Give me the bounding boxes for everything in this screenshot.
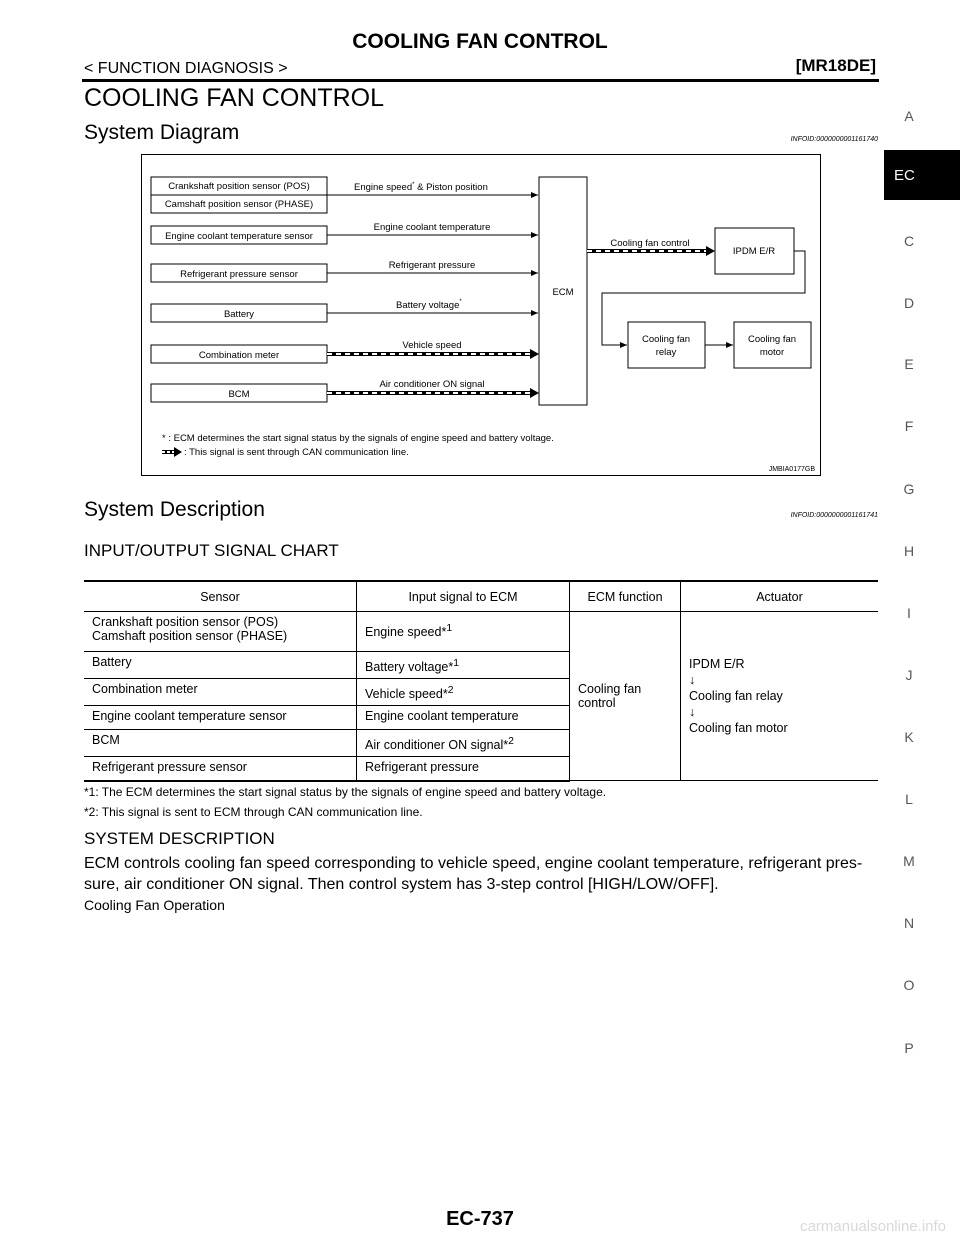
running-title: COOLING FAN CONTROL [352,30,608,53]
io-chart-heading: INPUT/OUTPUT SIGNAL CHART [84,541,339,560]
system-diagram-svg [142,155,820,475]
relay-label-2: relay [655,347,677,358]
sensor-cell: Battery [84,652,357,679]
diagram-note-can: : This signal is sent through CAN communication line. [184,447,409,458]
io-signal-table [84,580,878,782]
sidebar-letter-g[interactable]: G [903,481,915,497]
table-header-row [84,581,878,612]
battery-signal-label: Battery voltage* [396,299,462,311]
signal-cell: Engine coolant temperature [357,706,570,730]
ecm-function-cell: Cooling fan control [570,612,681,781]
col-header-ecm-function: ECM function [570,581,681,612]
ipdm-label: IPDM E/R [732,246,776,257]
battery-label: Battery [223,309,255,320]
actuator-cell: IPDM E/R ↓ Cooling fan relay ↓ Cooling fan motor [681,612,879,781]
cooling-fan-operation-label: Cooling Fan Operation [84,897,225,913]
coolant-sensor-label: Engine coolant temperature sensor [165,231,313,242]
sidebar-letter-k[interactable]: K [904,729,914,745]
page-title: COOLING FAN CONTROL [84,84,385,112]
sensor-cell: Combination meter [84,679,357,706]
watermark: carmanualsonline.info [800,1218,946,1235]
system-description-heading: System Description [84,498,265,521]
sensor-cell: BCM [84,730,357,757]
signal-cell: Engine speed*$^1$ [357,612,570,652]
down-arrow-icon: ↓ [689,705,696,719]
system-description-infoid: INFOID:0000000001161741 [790,512,878,519]
section-label: < FUNCTION DIAGNOSIS > [84,60,288,77]
sensor-cell: Engine coolant temperature sensor [84,706,357,730]
sidebar-letter-n[interactable]: N [903,915,915,931]
sidebar-letter-j[interactable]: J [905,667,913,683]
sidebar-letter-d[interactable]: D [903,295,915,311]
sidebar-letter-l[interactable]: L [905,791,913,807]
ecm-label: ECM [552,287,574,298]
col-header-input: Input signal to ECM [357,581,570,612]
col-header-sensor: Sensor [84,581,357,612]
cam-label: Camshaft position sensor (PHASE) [164,199,314,210]
sidebar-letter-a[interactable]: A [904,108,914,124]
sidebar-letter-o[interactable]: O [903,977,915,993]
diagram-note-star: * : ECM determines the start signal status by the signals of engine speed and battery voltage. [162,433,554,444]
table-note-1: *1: The ECM determines the start signal status by the signals of engine speed and battery voltage. [84,785,607,799]
signal-cell: Air conditioner ON signal*$^2$ [357,730,570,757]
vehicle-speed-label: Vehicle speed [402,340,462,351]
col-header-actuator: Actuator [681,581,879,612]
sidebar-letter-h[interactable]: H [903,543,915,559]
table-note-2: *2: This signal is sent to ECM through CAN communication line. [84,805,423,819]
system-diagram [141,154,821,476]
page-number: EC-737 [446,1208,514,1230]
sidebar-tab-ec[interactable]: EC [884,150,960,200]
relay-label-1: Cooling fan [641,334,691,345]
header-rule [82,79,879,82]
system-diagram-heading: System Diagram [84,121,240,144]
motor-label-2: motor [759,347,785,358]
sidebar-letter-e[interactable]: E [904,356,914,372]
refrig-signal-label: Refrigerant pressure [388,260,476,271]
fan-control-label: Cooling fan control [610,238,690,249]
sidebar-letter-m[interactable]: M [903,853,915,869]
signal-cell: Vehicle speed*$^2$ [357,679,570,706]
system-diagram-infoid: INFOID:0000000001161740 [790,136,878,143]
meter-label: Combination meter [198,350,280,361]
sidebar-letter-p[interactable]: P [904,1040,914,1056]
engine-speed-label: Engine speed* & Piston position [354,182,488,193]
engine-code: [MR18DE] [795,56,876,75]
sidebar-letter-i[interactable]: I [907,605,911,621]
system-description-body: ECM controls cooling fan speed corresponding to vehicle speed, engine coolant temperature, refrigerant pres- sure, air conditioner ON signal. Then control system has 3-step control [HIGH/LOW/OFF]. [84,855,863,893]
sensor-cell: Crankshaft position sensor (POS) Camshaft position sensor (PHASE) [84,612,357,652]
ac-signal-label: Air conditioner ON signal [379,379,485,390]
table-row [84,612,878,652]
down-arrow-icon: ↓ [689,673,696,687]
bcm-label: BCM [228,389,250,400]
sidebar-letter-c[interactable]: C [903,233,915,249]
refrig-sensor-label: Refrigerant pressure sensor [180,269,298,280]
signal-cell: Battery voltage*$^1$ [357,652,570,679]
figure-id: JMBIA0177GB [768,466,815,473]
sensor-cell: Refrigerant pressure sensor [84,757,357,781]
crank-label: Crankshaft position sensor (POS) [168,181,310,192]
motor-label-1: Cooling fan [747,334,797,345]
relay-box [628,322,705,368]
sidebar-letter-f[interactable]: F [904,418,914,434]
signal-cell: Refrigerant pressure [357,757,570,781]
motor-box [734,322,811,368]
system-description-subheading: SYSTEM DESCRIPTION [84,829,275,848]
coolant-signal-label: Engine coolant temperature [373,222,491,233]
